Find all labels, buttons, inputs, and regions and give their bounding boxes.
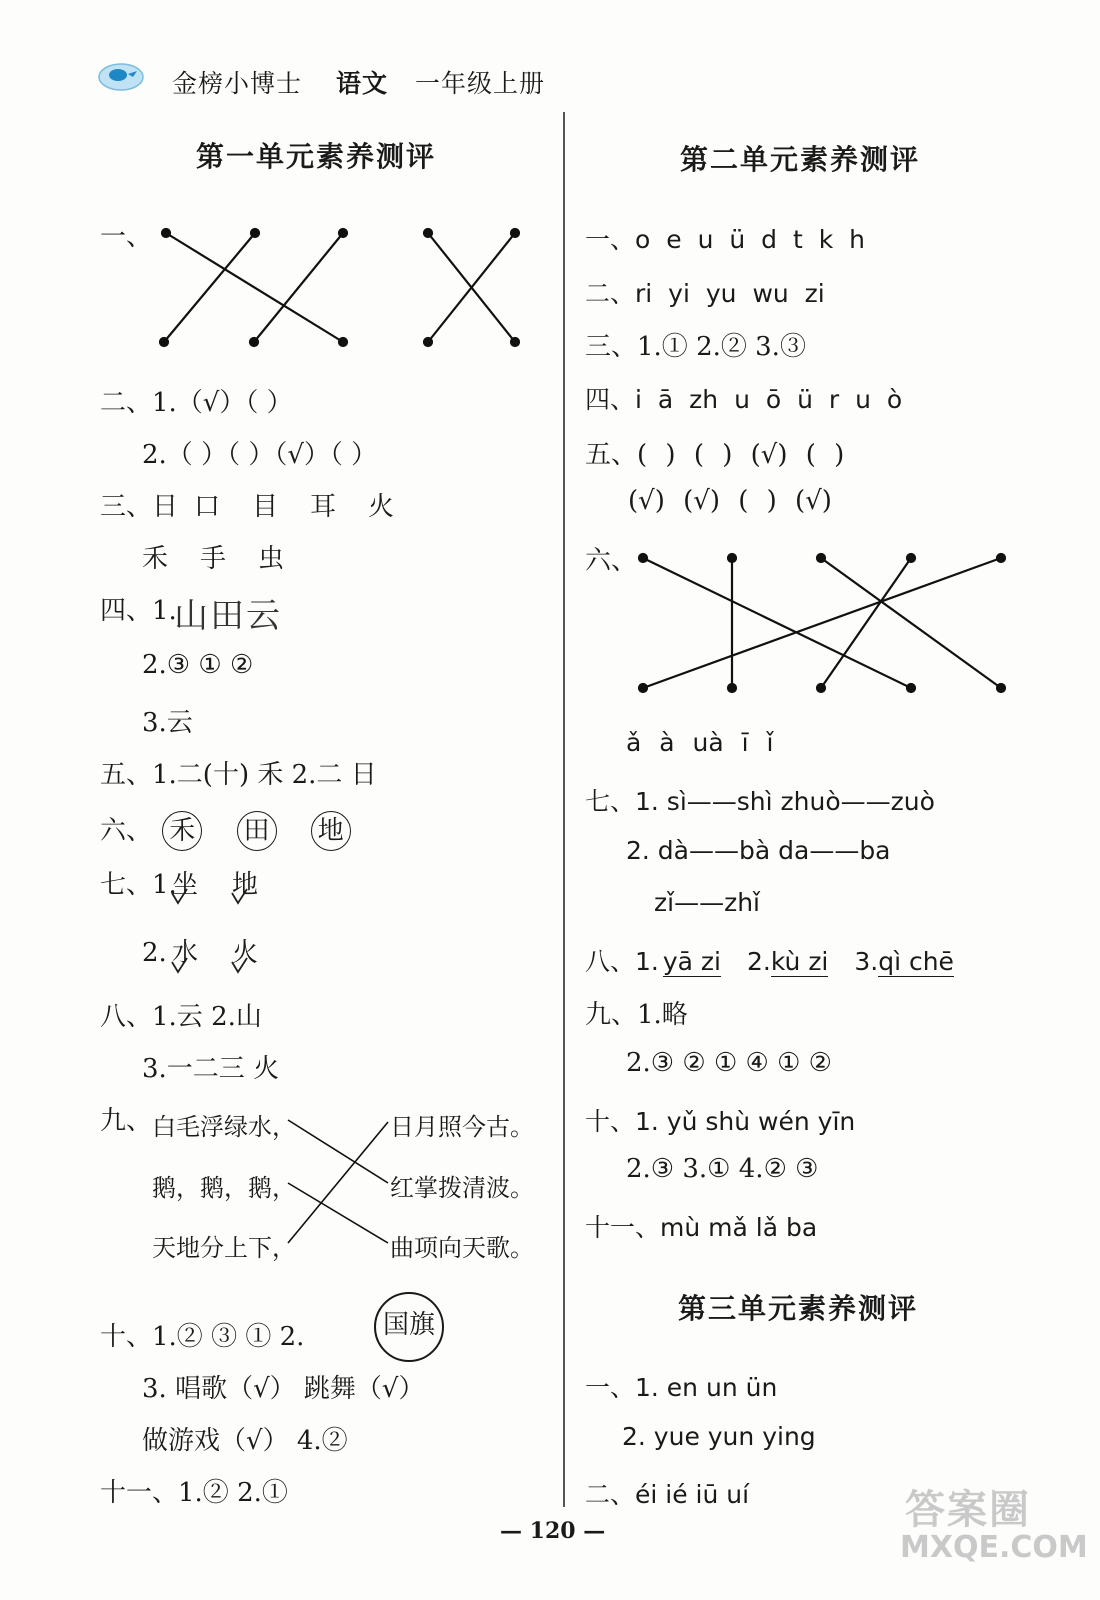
circled-answer: 国旗 xyxy=(374,1292,444,1362)
l-s7-2: 2. 水 火 xyxy=(142,938,259,968)
r-s7-2: 2. dà——bà da——ba xyxy=(626,836,891,865)
poem-right-3: 曲项向天歌。 xyxy=(390,1234,534,1262)
unit3-title: 第三单元素养测评 xyxy=(678,1292,919,1325)
l-s10-1: 十、1.② ③ ① 2. xyxy=(100,1322,305,1352)
poem-left-2: 鹅，鹅，鹅， xyxy=(152,1174,296,1202)
r-s4: 四、i ā zh u ō ü r u ò xyxy=(585,385,903,414)
l-s2-1: 二、1.（√）（ ） xyxy=(100,388,293,418)
l-s10-3: 3. 唱歌（√） 跳舞（√） xyxy=(142,1374,425,1404)
l-s1-label: 一、 xyxy=(100,222,153,252)
r3-s1-1: 一、1. en un ün xyxy=(585,1373,778,1402)
l-s9-label: 九、 xyxy=(100,1106,153,1136)
r-s10-1: 十、1. yǔ shù wén yīn xyxy=(585,1107,856,1136)
l-s5: 五、1.二(十) 禾 2.二 日 xyxy=(100,760,377,790)
l-s10-4: 做游戏（√） 4.② xyxy=(142,1426,348,1456)
r-s9-1: 九、1.略 xyxy=(585,1000,688,1030)
poem-right-2: 红掌拨清波。 xyxy=(390,1174,534,1202)
r-s6-tones: ǎ à uà ī ǐ xyxy=(626,728,774,757)
l-s3-2: 禾 手 虫 xyxy=(142,544,285,574)
watermark-title: 答案圈 xyxy=(905,1487,1031,1533)
l-s8-3: 3.一二三 火 xyxy=(142,1054,280,1084)
r-s5-1: 五、( ) ( ) (√) ( ) xyxy=(585,440,845,470)
header-subject: 语文 xyxy=(336,69,389,98)
poem-right-1: 日月照今古。 xyxy=(390,1113,534,1141)
unit1-title: 第一单元素养测评 xyxy=(196,140,437,173)
l-s8-1: 八、1.云 2.山 xyxy=(100,1002,262,1032)
l-s4-1: 四、1. xyxy=(100,596,177,626)
r-s10-2: 2.③ 3.① 4.② ③ xyxy=(626,1154,819,1184)
l-s11: 十一、1.② 2.① xyxy=(100,1478,288,1508)
r-s11: 十一、mù mǎ lǎ ba xyxy=(585,1213,818,1242)
r-s2: 二、ri yi yu wu zi xyxy=(585,279,825,308)
header-brand: 金榜小博士 xyxy=(172,69,303,98)
r-s7-3: zǐ——zhǐ xyxy=(654,888,760,917)
r-s7-1: 七、1. sì——shì zhuò——zuò xyxy=(585,787,935,816)
l-s7-1: 七、1.坐 地 xyxy=(100,870,259,900)
r3-s1-2: 2. yue yun ying xyxy=(622,1422,816,1451)
page-number: — 120 — xyxy=(500,1518,606,1544)
header-grade: 一年级上册 xyxy=(415,69,546,98)
l-s4-3: 3.云 xyxy=(142,708,193,738)
r-s6-label: 六、 xyxy=(585,546,638,576)
l-s2-2: 2.（ ）（ ）（√）（ ） xyxy=(142,440,378,470)
r-s9-2: 2.③ ② ① ④ ① ② xyxy=(626,1048,832,1078)
r-s1: 一、o e u ü d t k h xyxy=(585,225,865,254)
r3-s2: 二、éi ié iū uí xyxy=(585,1480,750,1509)
r-s8: 八、1. yā zi 2.kù zi 3.qì chē xyxy=(585,947,954,976)
r-s5-2: (√) (√) ( ) (√) xyxy=(628,486,832,516)
r-s3: 三、1.① 2.② 3.③ xyxy=(585,332,806,362)
l-s4-handwriting: 山田云 xyxy=(174,596,282,636)
poem-left-1: 白毛浮绿水， xyxy=(152,1113,296,1141)
l-s4-2: 2.③ ① ② xyxy=(142,650,254,680)
l-s6: 六、 禾 田 地 xyxy=(100,810,351,851)
poem-left-3: 天地分上下， xyxy=(152,1234,296,1262)
watermark-url: MXQE.COM xyxy=(900,1530,1088,1565)
unit2-title: 第二单元素养测评 xyxy=(680,143,921,176)
l-s3-1: 三、日 口 目 耳 火 xyxy=(100,492,395,522)
